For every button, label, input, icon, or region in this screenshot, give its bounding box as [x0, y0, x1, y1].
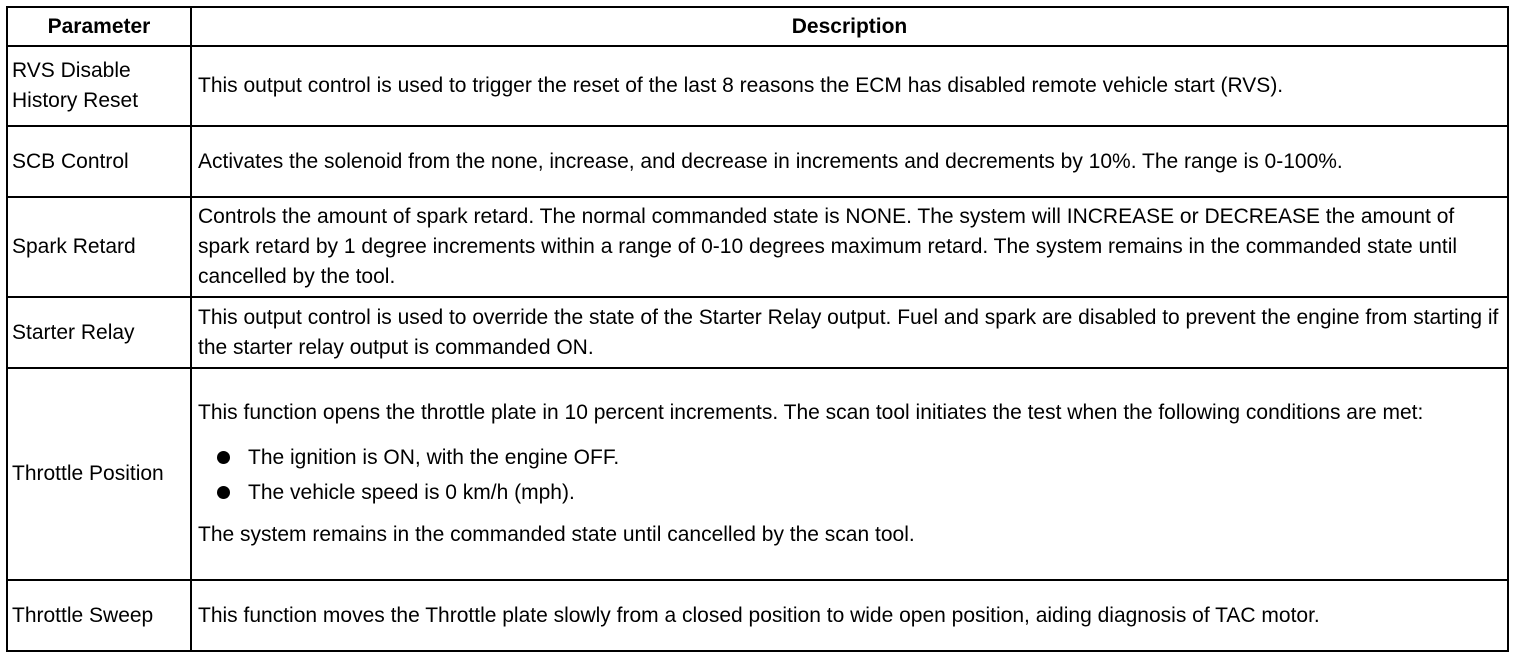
table-header-row [7, 7, 1508, 46]
table-row [7, 297, 1508, 368]
table-row [7, 126, 1508, 197]
parameter-cell: Starter Relay [7, 297, 191, 368]
table-row [7, 197, 1508, 297]
parameter-cell: SCB Control [7, 126, 191, 197]
table-row [7, 368, 1508, 580]
header-parameter: Parameter [7, 7, 191, 46]
list-item-text: The vehicle speed is 0 km/h (mph). [248, 480, 575, 504]
bullet-icon [217, 486, 230, 499]
description-cell: Activates the solenoid from the none, increase, and decrease in increments and decrements by 10%. The range is 0-100%. [191, 126, 1508, 197]
document-page [6, 6, 1509, 652]
parameter-cell: RVS Disable History Reset [7, 46, 191, 126]
list-item [198, 440, 1501, 475]
description-cell: This function moves the Throttle plate slowly from a closed position to wide open position, aiding diagnosis of TAC motor. [191, 580, 1508, 651]
condition-list [198, 440, 1501, 510]
bullet-icon [217, 451, 230, 464]
parameter-table [6, 6, 1509, 652]
description-intro: This function opens the throttle plate in 10 percent increments. The scan tool initiates the test when the following conditions are met: [198, 401, 1424, 424]
description-cell: Controls the amount of spark retard. The normal commanded state is NONE. The system will INCREASE or DECREASE the amount of spark retard by 1 degree increments within a range of 0-10 degrees maximum retard. The system remains in the commanded state until cancelled by the tool. [191, 197, 1508, 297]
description-outro: The system remains in the commanded state until cancelled by the scan tool. [198, 523, 915, 546]
description-cell [191, 368, 1508, 580]
parameter-cell: Throttle Sweep [7, 580, 191, 651]
table-row [7, 580, 1508, 651]
header-description: Description [191, 7, 1508, 46]
list-item-text: The ignition is ON, with the engine OFF. [248, 445, 620, 469]
parameter-cell: Spark Retard [7, 197, 191, 297]
table-row [7, 46, 1508, 126]
parameter-cell: Throttle Position [7, 368, 191, 580]
list-item [198, 475, 1501, 510]
description-cell: This output control is used to trigger the reset of the last 8 reasons the ECM has disabled remote vehicle start (RVS). [191, 46, 1508, 126]
description-cell: This output control is used to override the state of the Starter Relay output. Fuel and spark are disabled to prevent the engine from starting if the starter relay output is commanded ON. [191, 297, 1508, 368]
